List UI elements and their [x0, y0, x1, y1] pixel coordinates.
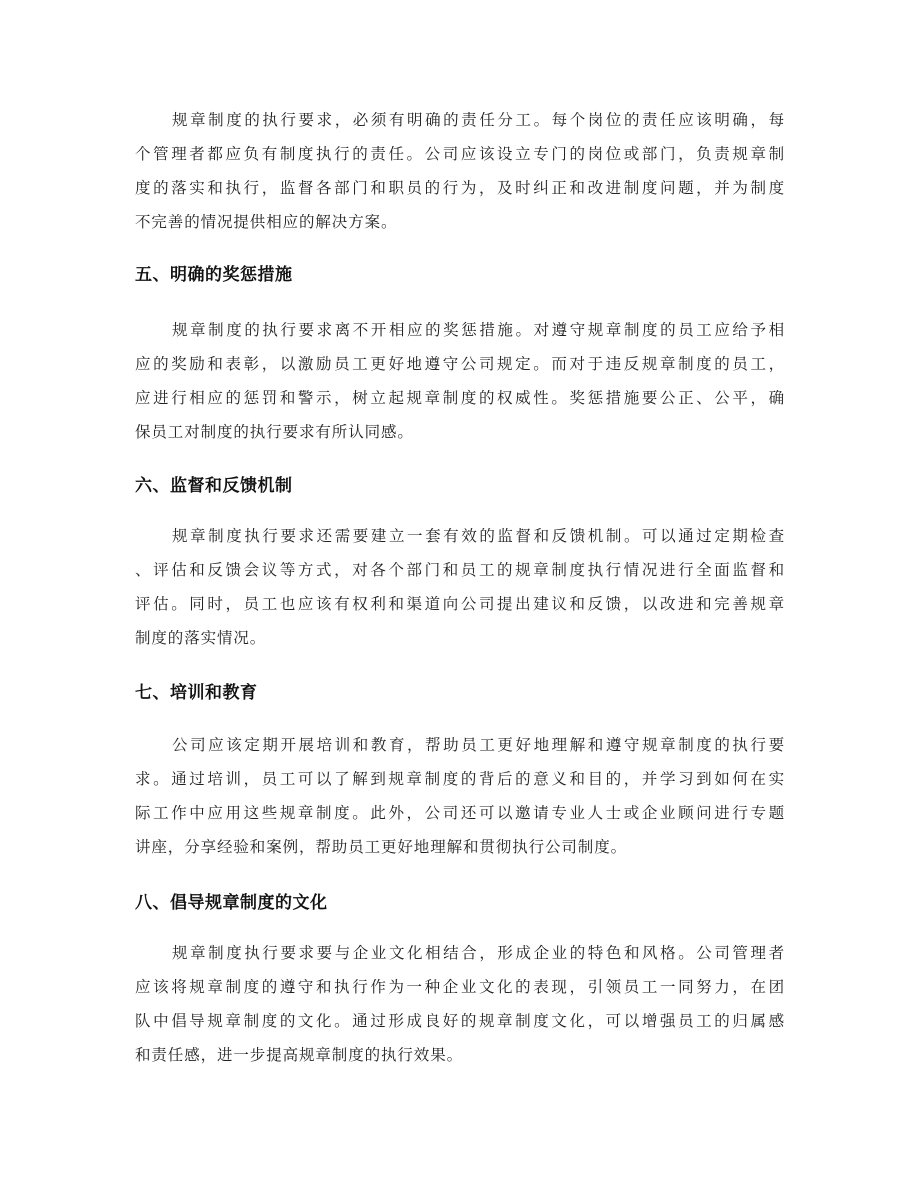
paragraph-rewards [135, 313, 785, 449]
paragraph-line: 队中倡导规章制度的文化。通过形成良好的规章制度文化，可以增强员工的归属感 [135, 1012, 785, 1030]
paragraph-line: 际工作中应用这些规章制度。此外，公司还可以邀请专业人士或企业顾问进行专题 [135, 804, 785, 822]
paragraph-line: 规章制度执行要求要与企业文化相结合，形成企业的特色和风格。公司管理者 [172, 944, 785, 962]
paragraph-line: 评估。同时，员工也应该有权利和渠道向公司提出建议和反馈，以改进和完善规章 [135, 595, 785, 613]
paragraph-training [135, 728, 785, 864]
paragraph-line: 应该将规章制度的遵守和执行作为一种企业文化的表现，引领员工一同努力，在团 [135, 978, 785, 996]
paragraph-line: 、评估和反馈会议等方式，对各个部门和员工的规章制度执行情况进行全面监督和 [135, 561, 785, 579]
paragraph-line: 应进行相应的惩罚和警示，树立起规章制度的权威性。奖惩措施要公正、公平，确 [135, 389, 785, 407]
section-heading-training: 七、培训和教育 [135, 683, 258, 703]
paragraph-responsibility [135, 103, 785, 239]
paragraph-line: 求。通过培训，员工可以了解到规章制度的背后的意义和目的，并学习到如何在实 [135, 770, 785, 788]
paragraph-line: 公司应该定期开展培训和教育，帮助员工更好地理解和遵守规章制度的执行要 [172, 736, 785, 754]
paragraph-line: 规章制度的执行要求离不开相应的奖惩措施。对遵守规章制度的员工应给予相 [172, 321, 785, 339]
section-heading-supervision: 六、监督和反馈机制 [135, 476, 293, 496]
section-heading-rewards: 五、明确的奖惩措施 [135, 265, 293, 285]
paragraph-line: 和责任感，进一步提高规章制度的执行效果。 [135, 1046, 464, 1064]
paragraph-line: 不完善的情况提供相应的解决方案。 [135, 213, 398, 231]
paragraph-line: 讲座，分享经验和案例，帮助员工更好地理解和贯彻执行公司制度。 [135, 838, 628, 856]
paragraph-line: 应的奖励和表彰，以激励员工更好地遵守公司规定。而对于违反规章制度的员工， [135, 355, 785, 373]
section-heading-culture: 八、倡导规章制度的文化 [135, 893, 328, 913]
paragraph-supervision [135, 519, 785, 655]
paragraph-line: 制度的落实情况。 [135, 629, 267, 647]
paragraph-line: 规章制度执行要求还需要建立一套有效的监督和反馈机制。可以通过定期检查 [172, 527, 785, 545]
paragraph-line: 保员工对制度的执行要求有所认同感。 [135, 423, 414, 441]
paragraph-line: 度的落实和执行，监督各部门和职员的行为，及时纠正和改进制度问题，并为制度 [135, 179, 785, 197]
paragraph-line: 个管理者都应负有制度执行的责任。公司应该设立专门的岗位或部门，负责规章制 [135, 145, 785, 163]
paragraph-line: 规章制度的执行要求，必须有明确的责任分工。每个岗位的责任应该明确，每 [172, 111, 785, 129]
paragraph-culture [135, 936, 785, 1072]
